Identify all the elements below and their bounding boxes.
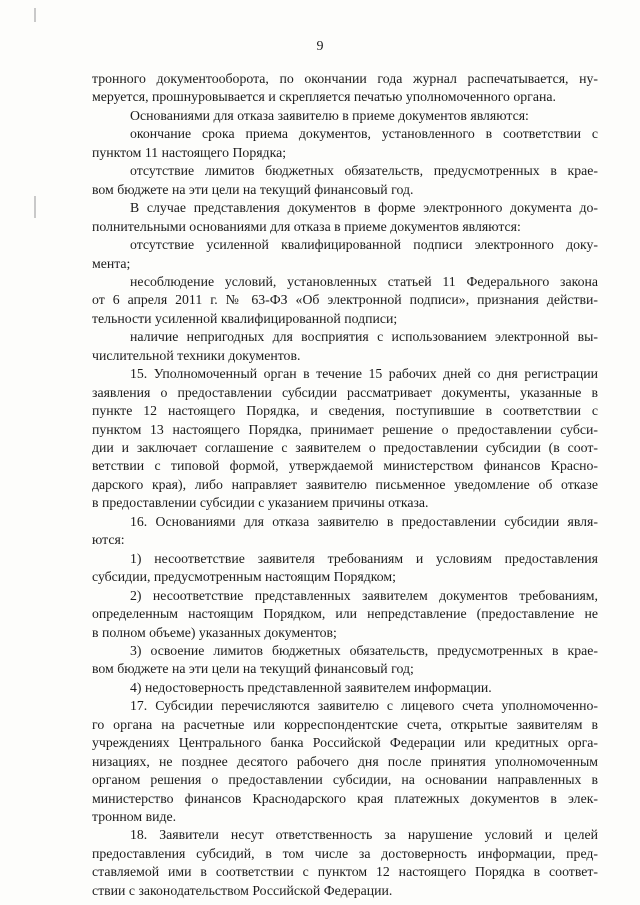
text-line: низациях, не позднее десятого рабочего дня после принятия уполномоченным bbox=[92, 754, 598, 769]
text-line: в полном объеме) указанных документов; bbox=[92, 625, 337, 640]
text-line: заявления о предоставлении субсидии рассматривает документы, указанные в bbox=[92, 385, 598, 400]
text-line: в предоставлении субсидии с указанием причины отказа. bbox=[92, 495, 429, 510]
text-line: от 6 апреля 2011 г. № 63-ФЗ «Об электронной подписи», признания действи- bbox=[92, 292, 598, 307]
text-line: тельности усиленной квалифицированной подписи; bbox=[92, 311, 398, 326]
text-line: го органа на расчетные или корреспондентские счета, открытые заявителям в bbox=[92, 717, 598, 732]
text-line: предоставления субсидий, в том числе за достоверность информации, пред- bbox=[92, 846, 598, 861]
text-line: пункте 12 настоящего Порядка, и сведения, поступившие в соответствии с bbox=[92, 403, 598, 418]
text-line: министерство финансов Краснодарского края платежных документов в элек- bbox=[92, 791, 598, 806]
text-line: числительной техники документов. bbox=[92, 348, 301, 363]
text-line: вом бюджете на эти цели на текущий финансовый год. bbox=[92, 182, 414, 197]
text-line: окончание срока приема документов, установленного в соответствии с bbox=[130, 126, 598, 141]
scan-margin-mark bbox=[34, 196, 36, 218]
text-line: полнительными основаниями для отказа в приеме документов являются: bbox=[92, 219, 521, 234]
text-line: определенным настоящим Порядком, или непредставление (предоставление не bbox=[92, 606, 598, 621]
text-line: учреждениях Центрального банка Российской Федерации или кредитных орга- bbox=[92, 735, 598, 750]
text-line: тронного документооборота, по окончании года журнал распечатывается, ну- bbox=[92, 71, 598, 86]
text-line: ветствии с типовой формой, утверждаемой министерством финансов Красно- bbox=[92, 458, 598, 473]
text-line: 16. Основаниями для отказа заявителю в предоставлении субсидии явля- bbox=[130, 514, 598, 529]
text-line: отсутствие лимитов бюджетных обязательств, предусмотренных в крае- bbox=[130, 163, 598, 178]
text-line: 2) несоответствие представленных заявителем документов требованиям, bbox=[130, 588, 598, 603]
page-number: 9 bbox=[316, 39, 324, 54]
text-line: 18. Заявители несут ответственность за нарушение условий и целей bbox=[130, 827, 598, 842]
text-line: несоблюдение условий, установленных статьей 11 Федерального закона bbox=[130, 274, 598, 289]
text-line: органом решения о предоставлении субсидии, на основании направленных в bbox=[92, 772, 598, 787]
text-line: мента; bbox=[92, 256, 131, 271]
text-line: пунктом 13 настоящего Порядка, принимает решение о предоставлении субси- bbox=[92, 422, 598, 437]
text-line: ставляемой ими в соответствии с пунктом 12 настоящего Порядка в соответ- bbox=[92, 864, 598, 879]
text-line: ются: bbox=[92, 532, 125, 547]
text-line: 15. Уполномоченный орган в течение 15 рабочих дней со дня регистрации bbox=[130, 366, 598, 381]
text-line: дии и заключает соглашение с заявителем о предоставлении субсидии (в соот- bbox=[92, 440, 598, 455]
text-line: Основаниями для отказа заявителю в приеме документов являются: bbox=[130, 108, 529, 123]
text-line: меруется, прошнуровывается и скрепляется печатью уполномоченного органа. bbox=[92, 89, 556, 104]
text-line: пунктом 11 настоящего Порядка; bbox=[92, 145, 287, 160]
text-line: ствии с законодательством Российской Федерации. bbox=[92, 883, 393, 898]
text-line: 4) недостоверность представленной заявителем информации. bbox=[130, 680, 492, 695]
text-line: В случае представления документов в форме электронного документа до- bbox=[130, 200, 598, 215]
text-line: 17. Субсидии перечисляются заявителю с лицевого счета уполномоченно- bbox=[130, 698, 598, 713]
text-line: тронном виде. bbox=[92, 809, 177, 824]
text-line: отсутствие усиленной квалифицированной подписи электронного доку- bbox=[130, 237, 598, 252]
text-line: вом бюджете на эти цели на текущий финансовый год; bbox=[92, 661, 414, 676]
text-line: наличие непригодных для восприятия с использованием электронной вы- bbox=[130, 329, 598, 344]
text-line: 3) освоение лимитов бюджетных обязательств, предусмотренных в крае- bbox=[130, 643, 598, 658]
text-line: 1) несоответствие заявителя требованиям и условиям предоставления bbox=[130, 551, 598, 566]
scan-margin-mark bbox=[34, 8, 36, 22]
text-line: субсидии, предусмотренным настоящим Порядком; bbox=[92, 569, 396, 584]
text-line: дарского края), либо направляет заявителю письменное уведомление об отказе bbox=[92, 477, 598, 492]
